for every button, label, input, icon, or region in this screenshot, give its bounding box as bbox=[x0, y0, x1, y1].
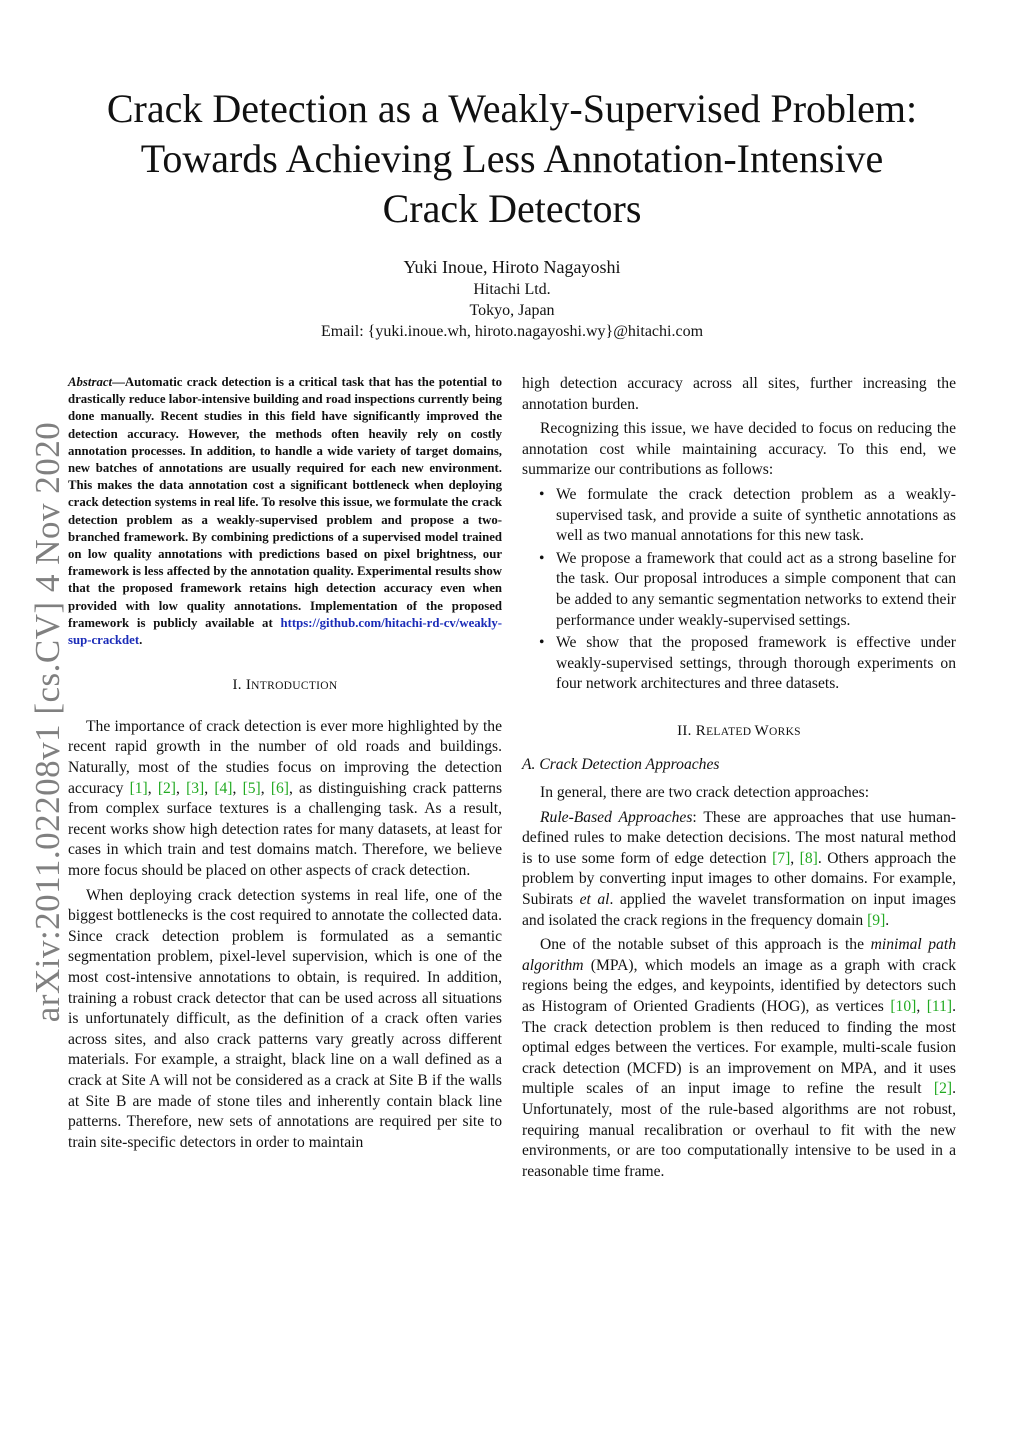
left-column bbox=[68, 374, 502, 1157]
github-link[interactable]: https://github.com/hitachi-rd-cv/weakly-sup-crackdet bbox=[68, 615, 502, 648]
section-initial: R bbox=[695, 722, 707, 739]
citation-5[interactable]: [5] bbox=[242, 779, 261, 797]
section-rest: NTRODUCTION bbox=[251, 680, 338, 693]
mpa-term: minimal path algorithm bbox=[522, 936, 956, 974]
citation-10[interactable]: [10] bbox=[890, 998, 917, 1016]
citation-separator: , bbox=[790, 849, 800, 867]
contribution-item: • We propose a framework that could act as a strong baseline for the task. Our proposal introduces a simple component that can be added to any semantic segmentation networks to extend their performance under weakly-supervised settings. bbox=[556, 549, 956, 631]
citation-2b[interactable]: [2] bbox=[933, 1080, 953, 1098]
contribution-item: • We formulate the crack detection problem as a weakly-supervised task, and provide a suite of synthetic annotations as well as two manual annotations for this new task. bbox=[556, 485, 956, 547]
citation-8[interactable]: [8] bbox=[799, 849, 818, 867]
rw-p3-text-c: . The crack detection problem is then reduced to finding the most optimal edges between the vertices. For example, multi-scale fusion crack detection (MCFD) is an improvement on MPA, and it uses multiple scales of an input image to refine the result bbox=[522, 998, 956, 1098]
intro-p1-text-b: , as distinguishing crack patterns from complex surface textures is a challenging task. As a result, recent works show high detection rates for many datasets, at least for cases in which train and test domains match. Therefore, we believe more focus should be placed on other aspects of crack detection. bbox=[68, 779, 503, 879]
title-line-1: Crack Detection as a Weakly-Supervised Problem: bbox=[106, 86, 918, 131]
rule-based-label: Rule-Based Approaches bbox=[540, 808, 693, 826]
rw-p3-text-b: (MPA), which models an image as a graph with crack regions being the edges, and keypoints, identified by detectors such as Histogram of Oriented Gradients (HOG), as vertices bbox=[522, 956, 956, 1016]
abstract-dash: — bbox=[112, 375, 125, 389]
paper-title bbox=[60, 84, 964, 234]
related-paragraph-3 bbox=[522, 935, 956, 1182]
right-column bbox=[522, 374, 956, 1186]
section-number: I. bbox=[232, 677, 246, 694]
citation-separator: , bbox=[916, 998, 927, 1016]
section-rest: ELATED bbox=[706, 725, 755, 738]
section-heading-related-works bbox=[522, 721, 956, 743]
arxiv-side-stamp: arXiv:2011.02208v1 [cs.CV] 4 Nov 2020 bbox=[28, 421, 67, 1023]
citation-9[interactable]: [9] bbox=[867, 911, 886, 929]
citation-2[interactable]: [2] bbox=[157, 779, 176, 797]
title-line-2: Towards Achieving Less Annotation-Intensive bbox=[140, 136, 884, 181]
abstract-label: Abstract bbox=[68, 375, 113, 389]
contributions-list bbox=[522, 485, 956, 695]
rw-p3-text-a: One of the notable subset of this approach is the bbox=[540, 936, 871, 954]
et-al: et al bbox=[579, 891, 610, 909]
citation-3[interactable]: [3] bbox=[186, 779, 205, 797]
abstract bbox=[68, 374, 502, 649]
author-names: Yuki Inoue, Hiroto Nagayoshi bbox=[403, 257, 621, 277]
right-paragraph-1: Recognizing this issue, we have decided to focus on reducing the annotation cost while maintaining accuracy. To this end, we summarize our contributions as follows: bbox=[522, 420, 956, 479]
author-email: Email: {yuki.inoue.wh, hiroto.nagayoshi.wy}@hitachi.com bbox=[320, 323, 704, 340]
rw-p2-text-d: . bbox=[885, 911, 890, 929]
citation-1[interactable]: [1] bbox=[129, 779, 148, 797]
citation-7[interactable]: [7] bbox=[772, 849, 791, 867]
subsection-heading: A. Crack Detection Approaches bbox=[522, 755, 720, 773]
intro-paragraph-2: When deploying crack detection systems in real life, one of the biggest bottlenecks is the cost required to annotate the collected data. Since crack detection problem is formulated as a semantic segmentation problem, pixel-level supervision, which is one of the most cost-intensive annotations to obtain, is required. In addition, training a robust crack detector that can be used across all situations is unfortunately difficult, as the definition of a crack often varies across sites, and also crack patterns vary greatly across different materials. For example, a straight, black line on a wall defined as a crack at Site A will not be considered as a crack at Site B if the walls at Site B are made of stone tiles and inherently contain black line patterns. Therefore, new sets of annotations are required per site to train site-specific detectors in order to maintain bbox=[68, 886, 502, 1151]
title-line-3: Crack Detectors bbox=[382, 186, 642, 231]
related-paragraph-2 bbox=[522, 808, 956, 932]
intro-p1-text-a: The importance of crack detection is ever more highlighted by the recent rapid growth in the number of old roads and buildings. Naturally, most of the studies focus on improving the detection accuracy bbox=[68, 717, 502, 797]
abstract-end: . bbox=[139, 633, 143, 648]
citation-11[interactable]: [11] bbox=[926, 998, 953, 1016]
rw-p2-text-c: . applied the wavelet transformation on input images and isolated the crack regions in the frequency domain bbox=[522, 891, 956, 929]
author-affiliation: Hitachi Ltd. bbox=[473, 281, 551, 298]
author-block bbox=[60, 256, 964, 342]
abstract-text: Automatic crack detection is a critical task that has the potential to drastically reduce labor-intensive building and road inspections currently being done manually. Recent studies in this field have significantly improved the detection accuracy. However, the methods often heavily rely on costly annotation processes. In addition, to handle a wide variety of target domains, new batches of annotations are usually required for each new environment. This makes the data annotation cost a significant bottleneck when deploying crack detection systems in real life. To resolve this issue, we formulate the crack detection problem as a weakly-supervised problem and propose a two-branched framework. By combining predictions of a supervised model trained on low quality annotations with predictions based on pixel brightness, our framework is less affected by the annotation quality. Experimental results show that the proposed framework retains high detection accuracy even when provided with low quality annotations. Implementation of the proposed framework is publicly available at bbox=[68, 375, 502, 630]
section-initial: W bbox=[754, 722, 769, 739]
citation-4[interactable]: [4] bbox=[214, 779, 233, 797]
section-rest: ORKS bbox=[769, 725, 801, 738]
rw-p2-text-a: : These are approaches that use human-defined rules to make detection decisions. The most natural method is to use some form of edge detection bbox=[522, 808, 956, 867]
section-heading-introduction bbox=[68, 675, 502, 697]
related-paragraph-1: In general, there are two crack detection approaches: bbox=[540, 784, 870, 802]
citation-6[interactable]: [6] bbox=[270, 779, 289, 797]
section-number: II. bbox=[677, 722, 696, 739]
author-location: Tokyo, Japan bbox=[469, 302, 555, 319]
right-continued-paragraph: high detection accuracy across all sites, further increasing the annotation burden. bbox=[522, 375, 956, 413]
section-initial: I bbox=[245, 677, 252, 694]
rw-p3-text-d: . Unfortunately, most of the rule-based algorithms are not robust, requiring manual recalibration or overhaul to fit with the new environments, or are too computationally intensive to be used in a reasonable time frame. bbox=[522, 1080, 956, 1180]
contribution-item: • We show that the proposed framework is effective under weakly-supervised settings, through thorough experiments on four network architectures and three datasets. bbox=[556, 633, 956, 695]
intro-paragraph-1: The importance of crack detection is ever more highlighted by the recent rapid growth in the number of old roads and buildings. Naturally, most of the studies focus on improving the detection accuracy [1], [2], [3], [4], [5], [6], as distinguishing crack patterns from complex surface textures is a challenging task. As a result, recent works show high detection rates for many datasets, at least for cases in which train and test domains match. Therefore, we believe more focus should be placed on other aspects of crack detection. bbox=[68, 717, 503, 879]
rw-p2-text-b: . Others approach the problem by converting input images to other domains. For example, Subirats bbox=[522, 849, 957, 909]
